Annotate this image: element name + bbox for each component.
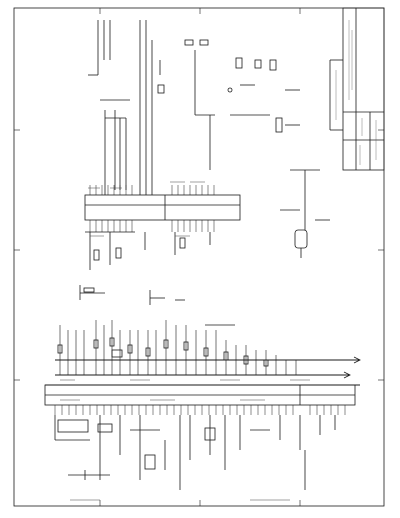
- border-zone-ticks: [14, 8, 384, 506]
- upper-right-components: [158, 40, 300, 170]
- bus-lines: [45, 360, 360, 385]
- bottom-circuitry: [55, 415, 335, 490]
- ic-block-lower: [45, 385, 355, 405]
- ic-upper-below-components: [85, 232, 210, 270]
- ic-lower-pins: [55, 405, 345, 415]
- upper-signal-lines: [88, 20, 152, 195]
- micro-labels: [60, 182, 310, 500]
- mid-left-components: [80, 285, 185, 305]
- sheet-border: [14, 8, 384, 506]
- lower-component-array: [60, 320, 296, 375]
- crystal-area: [280, 170, 330, 258]
- ic-block-upper: [85, 195, 240, 220]
